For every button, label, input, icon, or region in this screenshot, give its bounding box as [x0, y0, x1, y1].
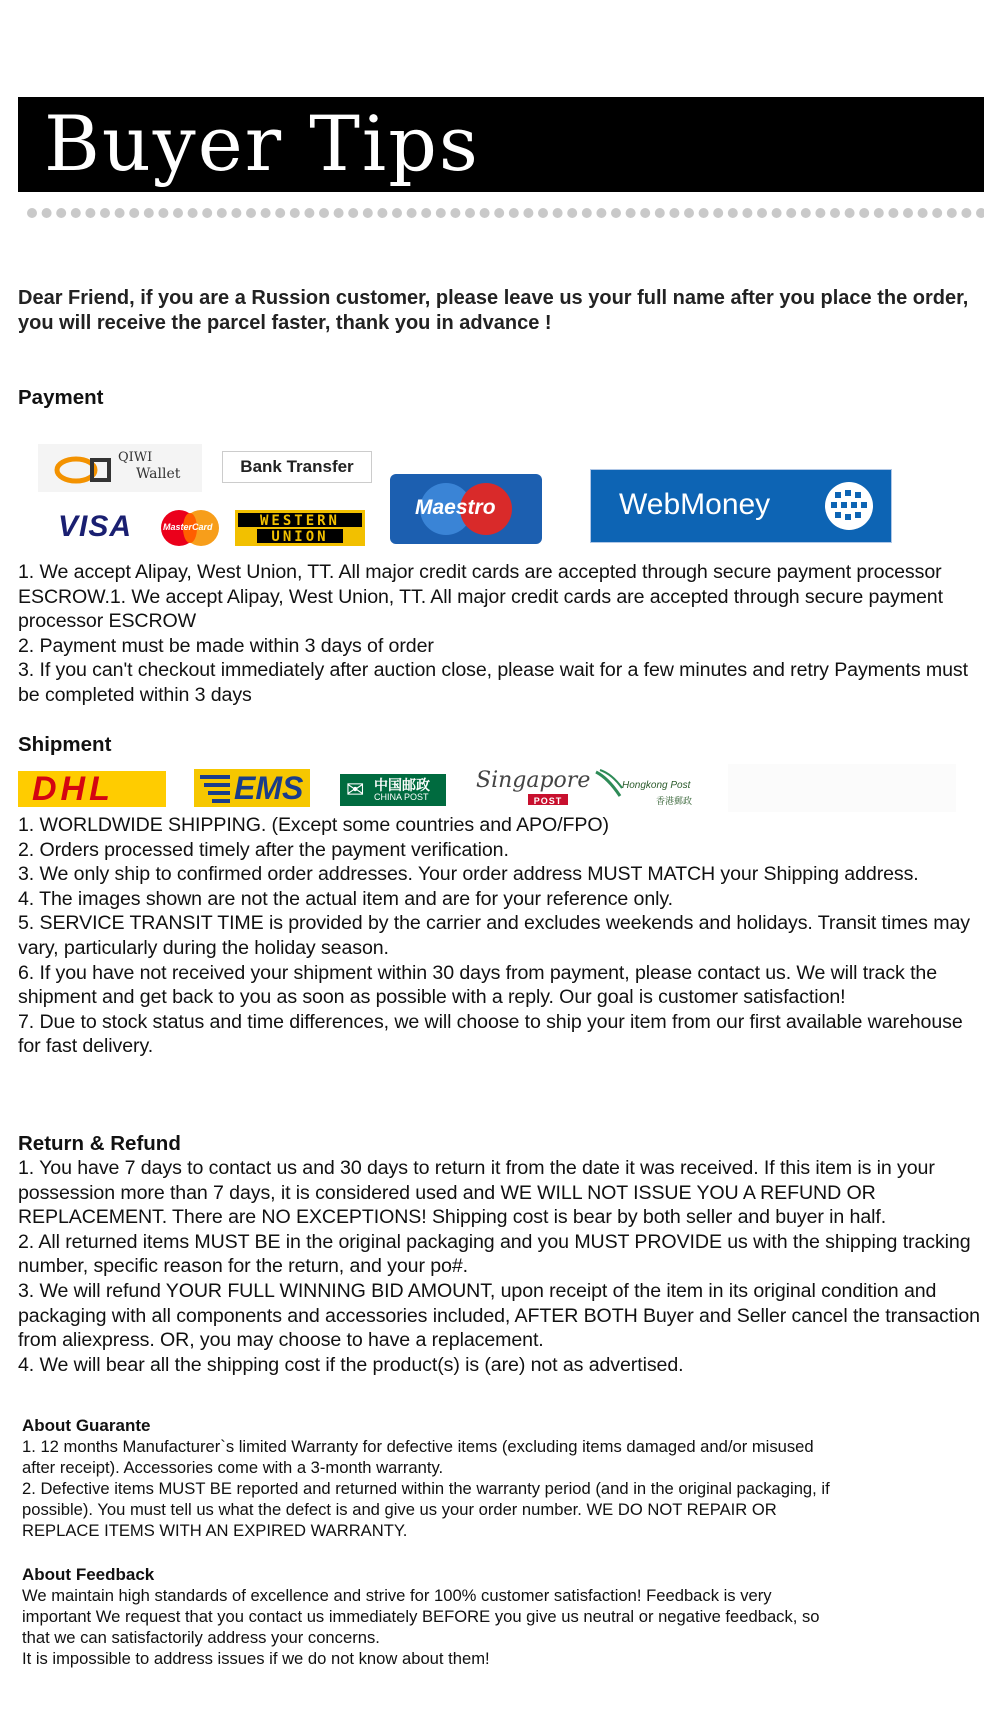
divider-dot	[407, 208, 417, 218]
divider-dot	[115, 208, 125, 218]
divider-dot	[567, 208, 577, 218]
divider-dot	[845, 208, 855, 218]
divider-dot	[874, 208, 884, 218]
refund-item: 1. You have 7 days to contact us and 30 days to return it from the date it was received. If this item is in your possession more than 7 days, it is considered used and WE WILL NOT ISSUE YOU A REFUND OR REPLACEMENT. There are NO EXCEPTIONS! Shipping cost is bear by both seller and buyer in half.	[18, 1157, 935, 1229]
divider-dot	[538, 208, 548, 218]
divider-dot	[319, 208, 329, 218]
divider-dot	[596, 208, 606, 218]
shipment-item: 4. The images shown are not the actual item and are for your reference only.	[18, 887, 673, 910]
china-post-logo: 中国邮政 CHINA POST ✉	[340, 774, 446, 806]
divider-dot	[480, 208, 490, 218]
payment-items	[18, 560, 984, 708]
guarantee-section	[22, 1415, 842, 1541]
visa-logo: VISA	[58, 510, 133, 543]
divider-dot	[830, 208, 840, 218]
refund-item: 3. We will refund YOUR FULL WINNING BID AMOUNT, upon receipt of the item in its original condition and packaging with all components and accessories included, AFTER BOTH Buyer and Seller cancel the transaction from aliexpress. OR, you may choose to have a replacement.	[18, 1279, 980, 1352]
divider-dot	[27, 208, 37, 218]
feedback-item: It is impossible to address issues if we do not know about them!	[22, 1649, 490, 1668]
shipment-item: 1. WORLDWIDE SHIPPING. (Except some countries and APO/FPO)	[18, 814, 609, 836]
divider-dot	[801, 208, 811, 218]
divider-dot	[275, 208, 285, 218]
divider-dot	[494, 208, 504, 218]
divider-dot	[976, 208, 984, 218]
mastercard-logo: MasterCard	[155, 508, 225, 548]
refund-item: 4. We will bear all the shipping cost if the product(s) is (are) not as advertised.	[18, 1353, 684, 1376]
divider-dot	[815, 208, 825, 218]
qiwi-wallet-logo: QIWI Wallet	[38, 444, 202, 492]
divider-dot	[129, 208, 139, 218]
divider-dot	[582, 208, 592, 218]
webmoney-logo: WebMoney	[590, 469, 892, 543]
intro-message: Dear Friend, if you are a Russion customer, please leave us your full name after you place the order, you will receive the parcel faster, thank you in advance !	[18, 287, 969, 334]
divider-dot	[392, 208, 402, 218]
dotted-divider	[26, 206, 984, 220]
divider-dot	[859, 208, 869, 218]
western-union-logo: WESTERN UNION	[235, 510, 365, 546]
maestro-logo: Maestro	[390, 474, 542, 544]
divider-dot	[173, 208, 183, 218]
divider-dot	[290, 208, 300, 218]
divider-dot	[436, 208, 446, 218]
ems-logo: EMS	[194, 769, 310, 807]
divider-dot	[42, 208, 52, 218]
shipment-item: 7. Due to stock status and time differences, we will choose to ship your item from our first available warehouse for fast delivery.	[18, 1010, 963, 1058]
shipment-item: 2. Orders processed timely after the payment verification.	[18, 838, 509, 861]
divider-dot	[757, 208, 767, 218]
divider-dot	[961, 208, 971, 218]
feedback-heading: About Feedback	[22, 1565, 155, 1584]
payment-heading: Payment	[18, 386, 104, 409]
divider-dot	[669, 208, 679, 218]
blank-logo-slot	[728, 764, 956, 812]
divider-dot	[728, 208, 738, 218]
refund-item: 2. All returned items MUST BE in the original packaging and you MUST PROVIDE us with the shipping tracking number, specific reason for the return, and your po#.	[18, 1230, 971, 1278]
divider-dot	[626, 208, 636, 218]
feedback-item: We maintain high standards of excellence and strive for 100% customer satisfaction! Feedback is very important We request that you contact us immediately BEFORE you give us neutral or negative feedback, so that we can satisfactorily address your concerns.	[22, 1586, 820, 1647]
divider-dot	[71, 208, 81, 218]
divider-dot	[655, 208, 665, 218]
divider-dot	[611, 208, 621, 218]
page-title: Buyer Tips	[44, 99, 480, 188]
divider-dot	[465, 208, 475, 218]
divider-dot	[509, 208, 519, 218]
payment-item: 1. We accept Alipay, West Union, TT. All major credit cards are accepted through secure payment processor ESCROW.1. We accept Alipay, West Union, TT. All major credit cards are accepted through secure payment processor ESCROW	[18, 561, 943, 633]
divider-dot	[334, 208, 344, 218]
divider-dot	[377, 208, 387, 218]
bank-transfer-logo: Bank Transfer	[222, 451, 372, 483]
divider-dot	[553, 208, 563, 218]
shipment-items	[18, 813, 984, 1059]
divider-dot	[640, 208, 650, 218]
shipment-item: 3. We only ship to confirmed order addresses. Your order address MUST MATCH your Shipping address.	[18, 863, 919, 886]
divider-dot	[304, 208, 314, 218]
divider-dot	[100, 208, 110, 218]
divider-dot	[932, 208, 942, 218]
divider-dot	[202, 208, 212, 218]
return-refund-heading: Return & Refund	[18, 1132, 181, 1155]
guarantee-item: 1. 12 months Manufacturer`s limited Warranty for defective items (excluding items damaged and/or misused after receipt). Accessories come with a 3-month warranty.	[22, 1437, 814, 1477]
hongkong-post-bird-icon	[594, 768, 624, 800]
shipment-item: 5. SERVICE TRANSIT TIME is provided by the carrier and excludes weekends and holidays. Transit times may vary, particularly during the holiday season.	[18, 912, 970, 959]
divider-dot	[742, 208, 752, 218]
divider-dot	[231, 208, 241, 218]
buyer-tips-banner	[18, 97, 984, 192]
payment-item: 2. Payment must be made within 3 days of order	[18, 634, 434, 657]
divider-dot	[348, 208, 358, 218]
divider-dot	[699, 208, 709, 218]
divider-dot	[523, 208, 533, 218]
shipment-heading: Shipment	[18, 733, 112, 756]
divider-dot	[246, 208, 256, 218]
divider-dot	[217, 208, 227, 218]
hongkong-post-logo: Hongkong Post 香港郵政	[594, 766, 698, 810]
divider-dot	[888, 208, 898, 218]
divider-dot	[450, 208, 460, 218]
divider-dot	[85, 208, 95, 218]
divider-dot	[158, 208, 168, 218]
divider-dot	[713, 208, 723, 218]
webmoney-globe-icon	[819, 478, 883, 534]
shipment-item: 6. If you have not received your shipment within 30 days from payment, please contact us. We will track the shipment and get back to you as soon as possible with a reply. Our goal is customer satisfaction!	[18, 961, 938, 1009]
divider-dot	[772, 208, 782, 218]
dhl-logo: DHL	[18, 771, 166, 807]
singapore-post-logo: Singapore POST	[476, 768, 591, 806]
divider-dot	[684, 208, 694, 218]
guarantee-heading: About Guarante	[22, 1416, 151, 1435]
divider-dot	[363, 208, 373, 218]
china-post-emblem-icon: ✉	[346, 777, 365, 802]
divider-dot	[144, 208, 154, 218]
guarantee-item: 2. Defective items MUST BE reported and returned within the warranty period (and in the original packaging, if possible). You must tell us what the defect is and give us your order number. WE DO NOT REPAIR OR REPLACE ITEMS WITH AN EXPIRED WARRANTY.	[22, 1479, 830, 1540]
divider-dot	[786, 208, 796, 218]
divider-dot	[421, 208, 431, 218]
divider-dot	[918, 208, 928, 218]
divider-dot	[188, 208, 198, 218]
refund-items	[18, 1156, 984, 1377]
payment-item: 3. If you can't checkout immediately after auction close, please wait for a few minutes and retry Payments must be completed within 3 days	[18, 659, 968, 706]
divider-dot	[947, 208, 957, 218]
divider-dot	[903, 208, 913, 218]
divider-dot	[261, 208, 271, 218]
divider-dot	[56, 208, 66, 218]
feedback-section	[22, 1564, 842, 1669]
